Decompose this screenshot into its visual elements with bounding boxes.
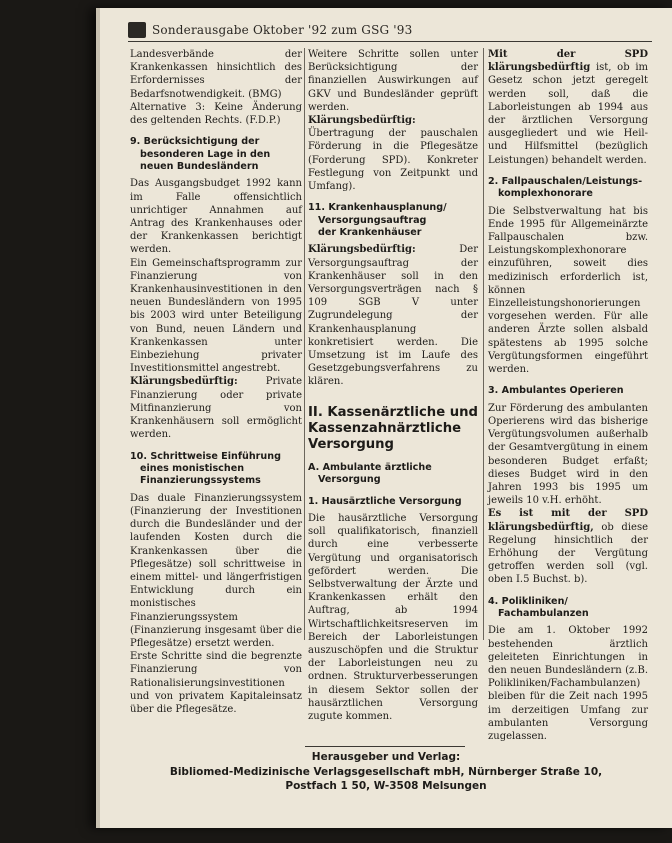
- publisher-logo-icon: [128, 22, 146, 38]
- footer-publisher-label: Herausgeber und Verlag:: [311, 751, 461, 763]
- running-head-text: Sonderausgabe Oktober '92 zum GSG '93: [152, 23, 413, 37]
- section-heading: 4. Polikliniken/ Fachambulanzen: [488, 595, 589, 619]
- paragraph: Das duale Finanzierungssystem (Finanzierung der Investitionen durch die Bundesländer und der laufenden Kosten durch die Krankenkassen über die Pflegesätze) soll schrittweise in einem mittel- und längerfristigen Entwicklung durch ein monistisches Finanzierungssystem (Finanzierung insgesamt über die Pflegesätze) ersetzt werden.: [130, 492, 302, 649]
- footer-publisher-name: Bibliomed-Medizinische Verlagsgesellschaft mbH, Nürnberger Straße 10,: [169, 766, 603, 778]
- paragraph: Alternative 3: Keine Änderung des geltenden Rechts. (F.D.P.): [130, 101, 302, 127]
- paragraph: Klärungsbedürftig: Übertragung der pauschalen Förderung in die Pflegesätze (Forderung SPD). Konkreter Festlegung von Zeitpunkt und Umfang).: [308, 115, 478, 193]
- running-header: [128, 22, 648, 40]
- paragraph: Weitere Schritte sollen unter Berücksichtigung der finanziellen Auswirkungen auf GKV und Bundesländer geprüft werden.: [308, 49, 478, 113]
- column-2: [308, 48, 478, 723]
- section-heading: 2. Fallpauschalen/Leistungs- komplexhonorare: [488, 175, 643, 200]
- column-1: [130, 48, 302, 716]
- column-divider: [304, 48, 305, 640]
- section-heading: 10. Schrittweise Einführung eines monistischen Finanzierungssystems: [130, 450, 281, 487]
- paragraph: Die am 1. Oktober 1992 bestehenden ärztlich geleiteten Einrichtungen in den neuen Bundesländern (z.B. Polikliniken/Fachambulanzen) bleiben für die Zeit nach 1995 im derzeitigen Umfang zur ambulanten Versorgung zugelassen.: [488, 625, 648, 742]
- paragraph: Erste Schritte sind die begrenzte Finanzierung von Rationalisierungsinvestitionen und von privatem Kapitaleinsatz über die Pflegesätze.: [130, 651, 302, 715]
- section-heading: A. Ambulante ärztliche Versorgung: [308, 461, 432, 486]
- section-heading: 3. Ambulantes Operieren: [488, 385, 624, 397]
- section-heading: 1. Hausärztliche Versorgung: [308, 495, 462, 507]
- column-3: [488, 48, 648, 743]
- section-heading: 9. Berücksichtigung der besonderen Lage in den neuen Bundesländern: [130, 136, 271, 173]
- column-divider: [483, 48, 484, 640]
- paragraph: Es ist mit der SPD klärungsbedürftig, ob diese Regelung hinsichtlich der Erhöhung der Vergütung getroffen werden soll (vgl. oben I.5 Buchst. b).: [488, 508, 648, 586]
- paragraph: Die hausärztliche Versorgung soll qualifikatorisch, finanziell durch eine verbesserte Vergütung und organisatorisch gefördert werden. Die Selbstverwaltung der Ärzte und Krankenkassen erhält den Auftrag, ab 1994 Wirtschaftlichkeitsreserven im Bereich der Laborleistungen auszuschöpfen und die Struktur der Laborleistungen neu zu ordnen. Strukturverbesserungen in diesem Sektor sollen der hausärztlichen Versorgung zugute kommen.: [308, 512, 478, 722]
- header-rule: [128, 41, 652, 42]
- paragraph: Klärungsbedürftig: Private Finanzierung oder private Mitfinanzierung von Krankenhäusern soll ermöglicht werden.: [130, 376, 302, 441]
- paragraph: Landesverbände der Krankenkassen hinsichtlich des Erfordernisses der Bedarfsnotwendigkeit. (BMG): [130, 49, 302, 100]
- paragraph: Die Selbstverwaltung hat bis Ende 1995 für Allgemeinärzte Fallpauschalen bzw. Leistungskomplexhonorare einzuführen, soweit dies medizinisch erforderlich ist, können Einzelleistungshonorierungen vorgesehen werden. Für alle anderen Ärzte sollen alsbald spätestens ab 1995 solche Vergütungsformen eingeführt werden.: [488, 205, 648, 376]
- section-heading: 11. Krankenhausplanung/ Versorgungsauftrag der Krankenhäuser: [308, 202, 447, 239]
- paragraph: Das Ausgangsbudget 1992 kann im Falle offensichtlich unrichtiger Annahmen auf Antrag des Krankenhauses oder der Krankenkassen berichtigt werden.: [130, 178, 302, 256]
- footer-rule: [305, 746, 465, 747]
- paragraph: Zur Förderung des ambulanten Operierens wird das bisherige Vergütungsvolumen außerhalb der Gesamtvergütung in einem besonderen Budget erfaßt; dieses Budget wird in den Jahren 1993 bis 1995 um jeweils 10 v.H. erhöht.: [488, 402, 648, 507]
- document-page: [96, 8, 672, 828]
- paragraph: Mit der SPD klärungsbedürftig ist, ob im Gesetz schon jetzt geregelt werden soll, daß die Laborleistungen ab 1994 aus der ärztlichen Versorgung ausgegliedert und wie Heil- und Hilfsmittel (bezüglich Leistungen) behandelt werden.: [488, 49, 648, 166]
- footer-address: Postfach 1 50, W-3508 Melsungen: [285, 780, 487, 792]
- paragraph: Ein Gemeinschaftsprogramm zur Finanzierung von Krankenhausinvestitionen in den neuen Bundesländern von 1995 bis 2003 wird unter Beteiligung von Bund, neuen Ländern und Krankenkassen unter Einbeziehung privater Investitionsmittel angestrebt.: [130, 257, 302, 375]
- paragraph: Klärungsbedürftig: Der Versorgungsauftrag der Krankenhäuser soll in den Versorgungsverträgen nach § 109 SGB V unter Zugrundelegung der Krankenhausplanung konkretisiert werden. Die Umsetzung ist im Laufe des Gesetzgebungsverfahrens zu klären.: [308, 244, 478, 388]
- chapter-heading: II. Kassenärztliche und Kassenzahnärztliche Versorgung: [308, 404, 478, 452]
